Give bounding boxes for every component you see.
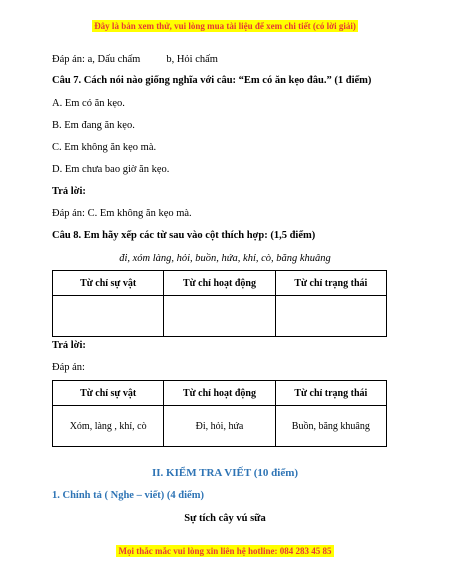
q8-blank-cell — [275, 296, 386, 337]
q8-word-list: đi, xóm làng, hỏi, buồn, hứa, khỉ, cò, băng khuâng — [119, 253, 331, 264]
q8-header-actions: Từ chỉ hoạt động — [164, 271, 275, 296]
q8-blank-cell — [53, 296, 164, 337]
q7-option-d: D. Em chưa bao giờ ăn kẹo. — [52, 164, 170, 175]
q7-option-a: A. Em có ăn kẹo. — [52, 98, 125, 109]
q8-header-objects: Từ chỉ sự vật — [53, 271, 164, 296]
q7-question: Câu 7. Cách nói nào giống nghĩa với câu: “Em có ăn kẹo đâu.” (1 điểm) — [52, 75, 372, 86]
q8-answer-header-actions: Từ chỉ hoạt động — [164, 381, 275, 406]
q8-answer-label: Trả lời: — [52, 340, 86, 351]
q8-header-states: Từ chỉ trạng thái — [275, 271, 386, 296]
q8-answer-table — [52, 380, 387, 447]
q8-answer-header-states: Từ chỉ trạng thái — [275, 381, 386, 406]
story-title: Sự tích cây vú sữa — [184, 513, 266, 524]
q8-answer-objects: Xóm, làng , khỉ, cò — [53, 406, 164, 447]
preview-banner-text: Đây là bản xem thử, vui lòng mua tài liệu để xem chi tiết (có lời giải) — [94, 21, 356, 31]
q7-answer-label: Trả lời: — [52, 186, 86, 197]
section2-title: II. KIỂM TRA VIẾT (10 điểm) — [151, 467, 299, 479]
hotline-footer — [0, 546, 450, 556]
q6-answer-a: Đáp án: a, Dấu chấm — [52, 54, 141, 65]
q8-answer-prefix: Đáp án: — [52, 362, 85, 373]
q8-answer-actions: Đi, hỏi, hứa — [164, 406, 275, 447]
q7-answer: Đáp án: C. Em không ăn kẹo mà. — [52, 208, 192, 219]
q8-answer-states: Buồn, băng khuâng — [275, 406, 386, 447]
preview-banner — [0, 21, 450, 31]
q8-blank-cell — [164, 296, 275, 337]
q8-question: Câu 8. Em hãy xếp các từ sau vào cột thích hợp: (1,5 điểm) — [52, 230, 316, 241]
section2-sub1: 1. Chính tả ( Nghe – viết) (4 điểm) — [52, 490, 204, 501]
q7-option-c: C. Em không ăn kẹo mà. — [52, 142, 157, 153]
hotline-footer-text: Mọi thắc mắc vui lòng xin liên hệ hotline: 084 283 45 85 — [118, 546, 332, 556]
q6-answer-b: b, Hỏi chấm — [166, 54, 218, 65]
q7-option-b: B. Em đang ăn kẹo. — [52, 120, 135, 131]
q6-answer — [52, 54, 218, 65]
q8-answer-header-objects: Từ chỉ sự vật — [53, 381, 164, 406]
q8-blank-table — [52, 270, 387, 337]
